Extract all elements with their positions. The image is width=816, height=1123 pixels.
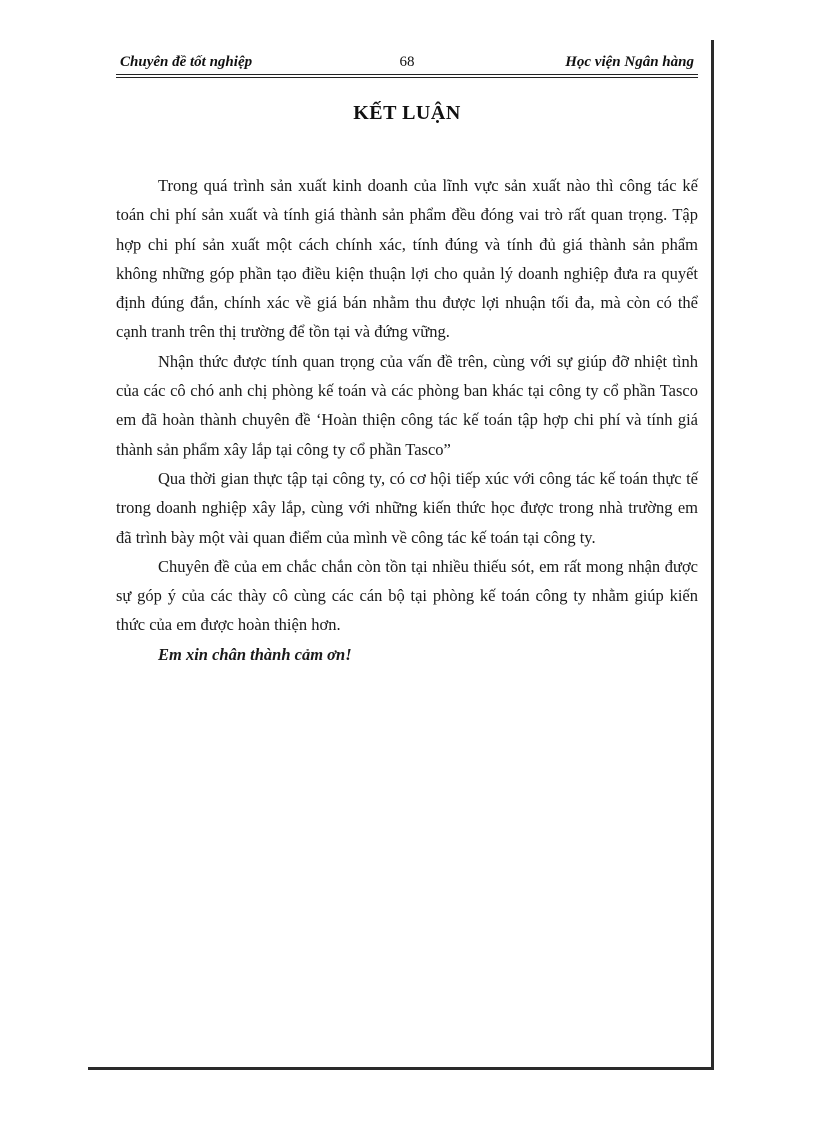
paragraph-3: Qua thời gian thực tập tại công ty, có cơ hội tiếp xúc với công tác kế toán thực tế trong doanh nghiệp xây lắp, cùng với những kiến thức học được trong nhà trường em đã trình bày một vài quan điểm của mình về công tác kế toán tại công ty. (116, 468, 698, 547)
paragraph-2: Nhận thức được tính quan trọng của vấn đề trên, cùng với sự giúp đỡ nhiệt tình của các cô chó anh chị phòng kế toán và các phòng ban khác tại công ty cổ phần Tasco em đã hoàn thành chuyên đề ‘Hoàn thiện công tác kế toán tập hợp chi phí và tính giá thành sản phẩm xây lắp tại công ty cổ phần Tasco” (116, 351, 698, 459)
page-title: KẾT LUẬN (353, 102, 461, 124)
closing-thanks: Em xin chân thành cảm ơn! (158, 644, 352, 664)
header-institution: Học viện Ngân hàng (565, 54, 694, 70)
header-divider (116, 74, 698, 78)
paragraph-4: Chuyên đề của em chắc chắn còn tồn tại nhiều thiếu sót, em rất mong nhận được sự góp ý của các thày cô cùng các cán bộ tại phòng kế toán công ty nhằm giúp kiến thức của em được hoàn thiện hơn. (116, 556, 698, 635)
conclusion-body (116, 171, 698, 669)
header-page-number: 68 (399, 54, 415, 70)
running-header (116, 52, 698, 76)
header-thesis-label: Chuyên đề tốt nghiệp (120, 54, 253, 70)
paragraph-1: Trong quá trình sản xuất kinh doanh của lĩnh vực sản xuất nào thì công tác kế toán chi phí sản xuất và tính giá thành sản phẩm đều đóng vai trò rất quan trọng. Tập hợp chi phí sản xuất một cách chính xác, tính đúng và tính đủ giá thành sản phẩm không những góp phần tạo điều kiện thuận lợi cho quản lý doanh nghiệp đưa ra quyết định đúng đắn, chính xác về giá bán nhằm thu được lợi nhuận tối đa, mà còn có thể cạnh tranh trên thị trường để tồn tại và đứng vững. (116, 176, 698, 342)
